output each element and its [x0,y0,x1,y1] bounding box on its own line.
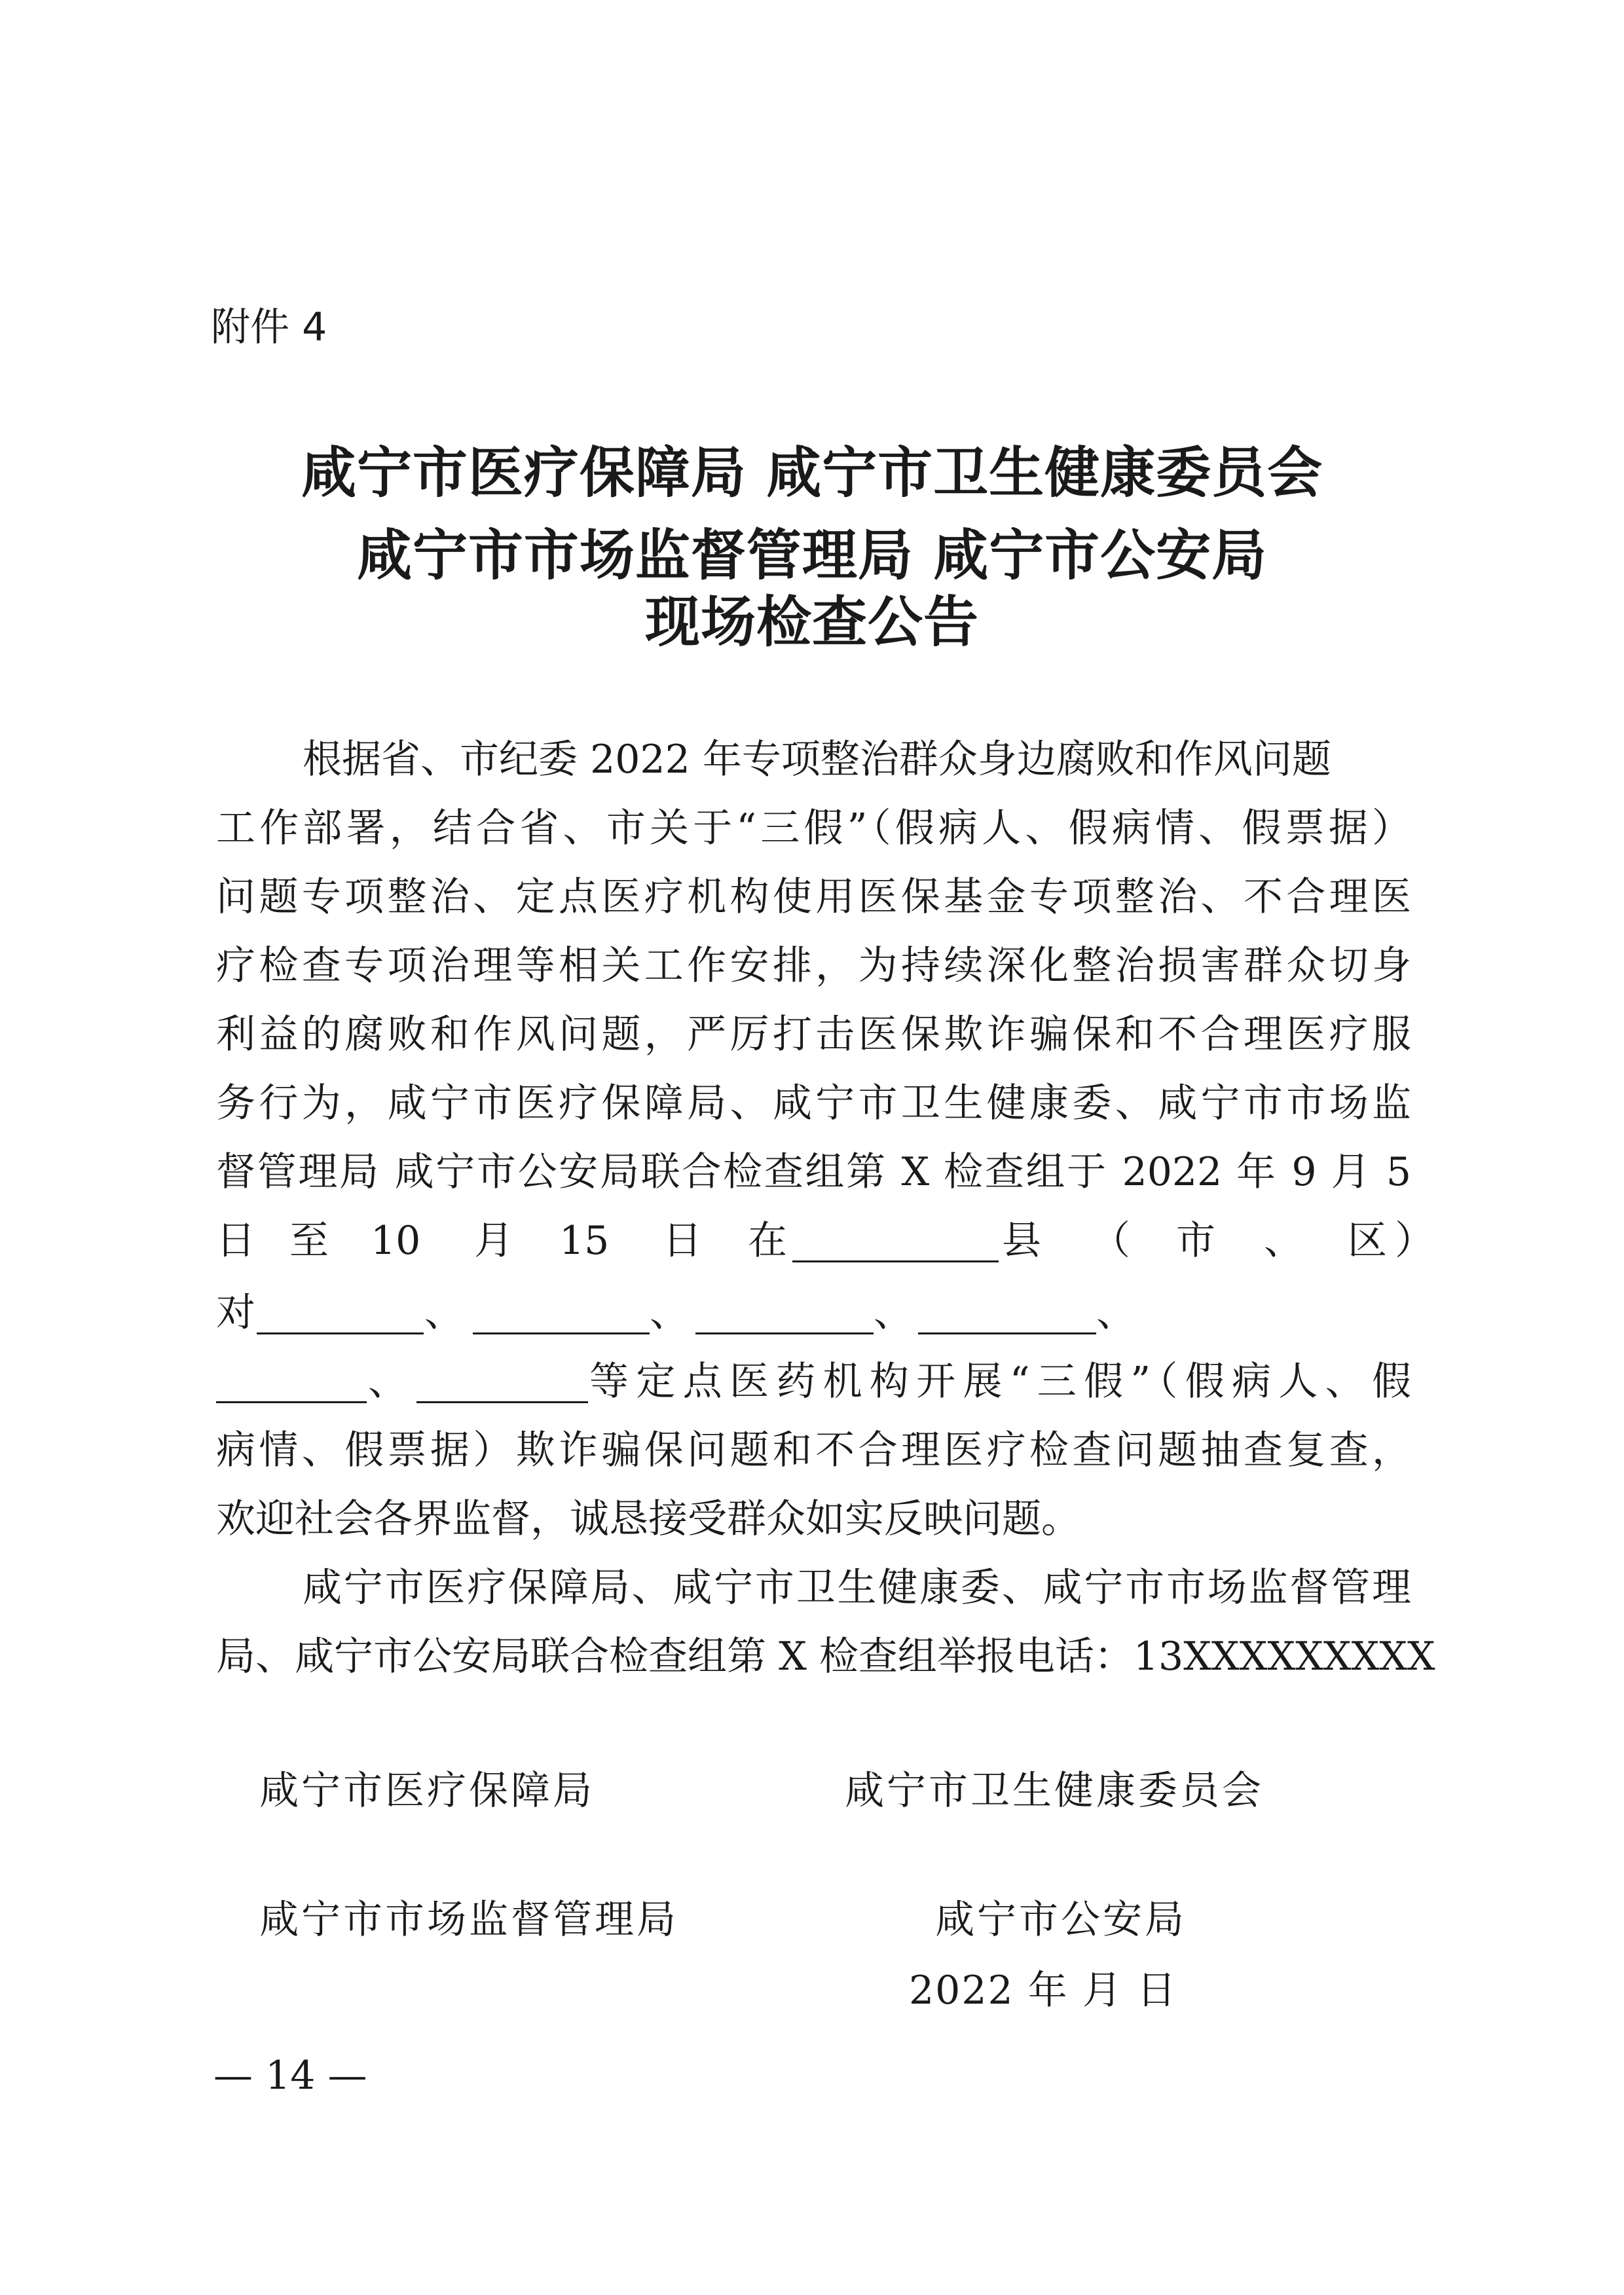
line8-close-paren: ） [1395,1218,1434,1264]
county-blank [792,1222,999,1262]
line8-day-number: 15 [559,1218,610,1264]
line9-sep-4: 、 [1096,1290,1135,1336]
institution-blank-3 [695,1294,874,1334]
attachment-label: 附件 4 [211,304,327,350]
title-line-2: 咸宁市市场监督管理局 咸宁市公安局 [356,523,1268,587]
line9-to-char: 对 [216,1290,255,1336]
body-line-5: 利益的腐败和作风问题，严厉打击医保欺诈骗保和不合理医疗服 [216,1012,1411,1057]
line8-district-char: 区 [1348,1218,1387,1264]
signature-org-2: 咸宁市卫生健康委员会 [845,1768,1264,1814]
body-line-7: 督管理局 咸宁市公安局联合检查组第 X 检查组于 2022 年 9 月 5 [216,1149,1411,1195]
report-line-2: 局、咸宁市公安局联合检查组第 X 检查组举报电话：13XXXXXXXXX [216,1634,1435,1680]
signature-org-3: 咸宁市市场监督管理局 [259,1897,678,1943]
line10-text: 等定点医药机构开展“三假”（假病人、假 [589,1359,1411,1405]
line8-month-char: 月 [474,1218,513,1264]
line8-open-paren: （ [1091,1218,1130,1264]
page-number: — 14 — [213,2053,367,2099]
line9-sep-1: 、 [424,1290,464,1336]
signature-date: 2022 年 月 日 [909,1968,1177,2013]
line8-comma: 、 [1264,1218,1303,1264]
body-line-3: 问题专项整治、定点医疗机构使用医保基金专项整治、不合理医 [216,874,1411,920]
body-line-12: 欢迎社会各界监督，诚恳接受群众如实反映问题。 [216,1496,1080,1542]
institution-blank-5 [216,1363,367,1403]
line8-day-char-2: 日 [663,1218,702,1264]
line10-sep: 、 [368,1359,407,1405]
title-line-1: 咸宁市医疗保障局 咸宁市卫生健康委员会 [301,440,1323,505]
body-line-1: 根据省、市纪委 2022 年专项整治群众身边腐败和作风问题 [303,737,1331,782]
body-line-11: 病情、假票据）欺诈骗保问题和不合理医疗检查问题抽查复查， [216,1427,1411,1473]
line9-sep-2: 、 [650,1290,689,1336]
institution-blank-4 [918,1294,1096,1334]
line8-at-char: 在 [748,1218,787,1264]
body-line-6: 务行为，咸宁市医疗保障局、咸宁市卫生健康委、咸宁市市场监 [216,1080,1411,1126]
line8-city-char: 市 [1176,1218,1215,1264]
signature-org-1: 咸宁市医疗保障局 [259,1768,595,1814]
line8-month-number: 10 [371,1218,421,1264]
title-line-3: 现场检查公告 [644,589,979,654]
body-line-4: 疗检查专项治理等相关工作安排，为持续深化整治损害群众切身 [216,943,1411,989]
line9-sep-3: 、 [874,1290,913,1336]
body-line-2: 工作部署，结合省、市关于“三假”（假病人、假病情、假票据） [216,805,1411,851]
line8-day-char: 日 [216,1218,255,1264]
institution-blank-6 [416,1363,588,1403]
institution-blank-1 [257,1294,424,1334]
institution-blank-2 [473,1294,650,1334]
line8-county-char: 县 [1002,1218,1041,1264]
report-line-1: 咸宁市医疗保障局、咸宁市卫生健康委、咸宁市市场监督管理 [303,1565,1411,1611]
line8-to-char: 至 [289,1218,329,1264]
signature-org-4: 咸宁市公安局 [935,1897,1187,1943]
